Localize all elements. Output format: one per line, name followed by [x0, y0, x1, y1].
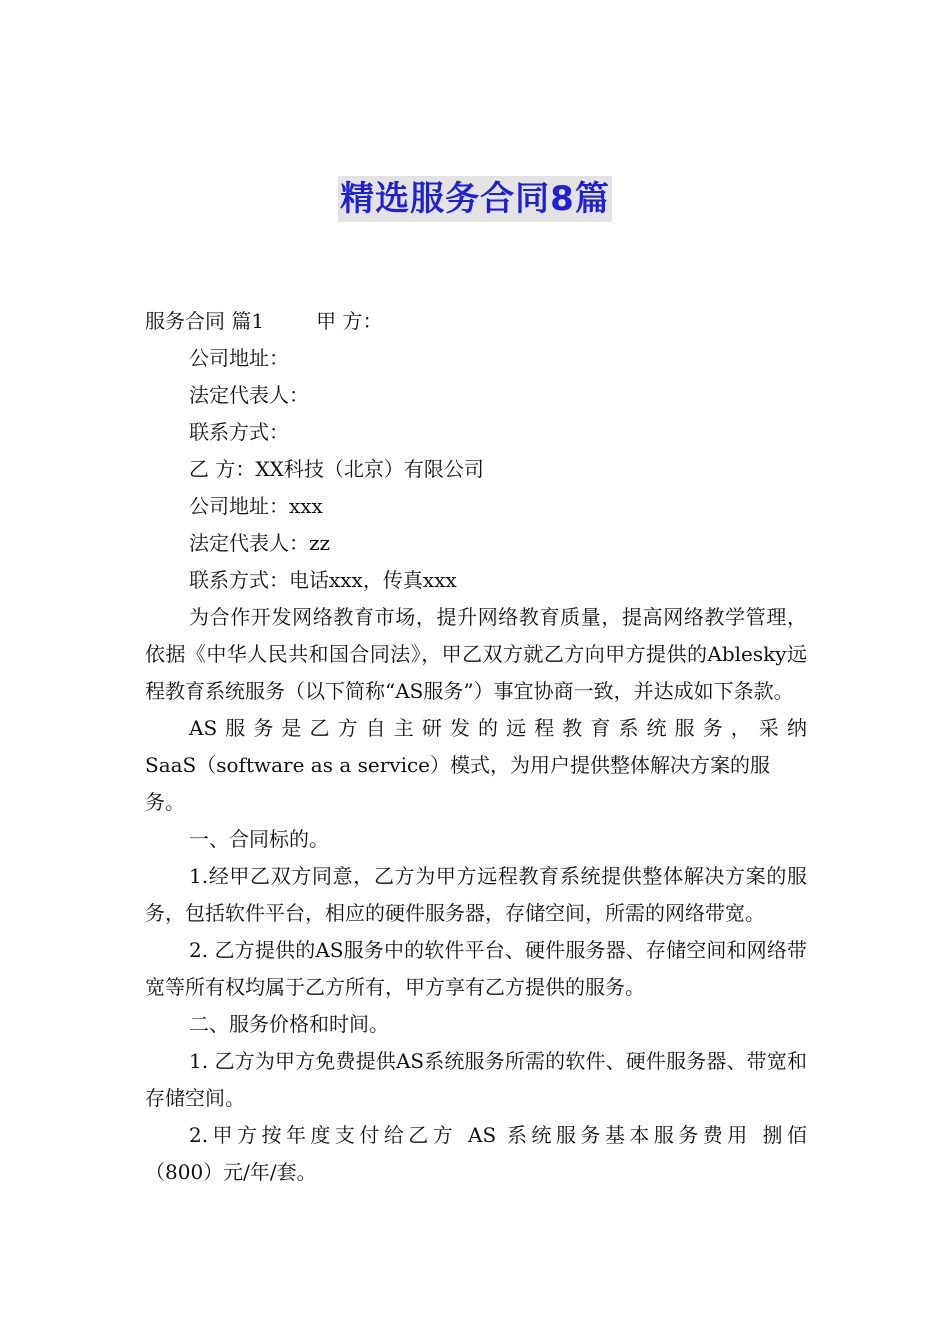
section-2-item-2-line-2: （800）元/年/套。: [145, 1160, 317, 1184]
party-b-address: 公司地址：xxx: [189, 494, 323, 518]
document-body: [145, 303, 807, 1191]
title-container: [0, 176, 950, 222]
party-a-contact: 联系方式：: [189, 420, 289, 444]
section-2-item-1: 1. 乙方为甲方免费提供AS系统服务所需的软件、硬件服务器、带宽和存储空间。: [145, 1049, 807, 1110]
party-b-name: 乙 方：XX科技（北京）有限公司: [189, 457, 484, 481]
section-heading: 服务合同 篇1: [145, 309, 265, 333]
contract-heading-line: [145, 303, 807, 340]
party-b-contact: 联系方式：电话xxx，传真xxx: [189, 568, 457, 592]
as-service-line-2: SaaS（software as a service）模式，为用户提供整体解决方案的服务。: [145, 753, 771, 814]
section-1-item-2: 2. 乙方提供的AS服务中的软件平台、硬件服务器、存储空间和网络带宽等所有权均属于乙方所有，甲方享有乙方提供的服务。: [145, 938, 807, 999]
section-1-item-1: 1.经甲乙双方同意，乙方为甲方远程教育系统提供整体解决方案的服务，包括软件平台，相应的硬件服务器，存储空间，所需的网络带宽。: [145, 864, 807, 925]
document-title: 精选服务合同8篇: [338, 176, 612, 222]
section-1-title: 一、合同标的。: [189, 827, 329, 851]
party-b-representative: 法定代表人：zz: [189, 531, 331, 555]
party-a-address: 公司地址：: [189, 346, 289, 370]
as-service-line-1: AS服务是乙方自主研发的远程教育系统服务，采纳: [189, 716, 807, 740]
section-2-title: 二、服务价格和时间。: [189, 1012, 389, 1036]
intro-paragraph: 为合作开发网络教育市场，提升网络教育质量，提高网络教学管理，依据《中华人民共和国合同法》，甲乙双方就乙方向甲方提供的Ablesky远程教育系统服务（以下简称“AS服务”）事宜协商一致，并达成如下条款。: [145, 605, 807, 703]
section-2-item-2-line-1: 2.甲方按年度支付给乙方 AS 系统服务基本服务费用 捌佰: [189, 1123, 807, 1147]
party-a-label: 甲 方：: [316, 309, 383, 333]
party-a-representative: 法定代表人：: [189, 383, 309, 407]
